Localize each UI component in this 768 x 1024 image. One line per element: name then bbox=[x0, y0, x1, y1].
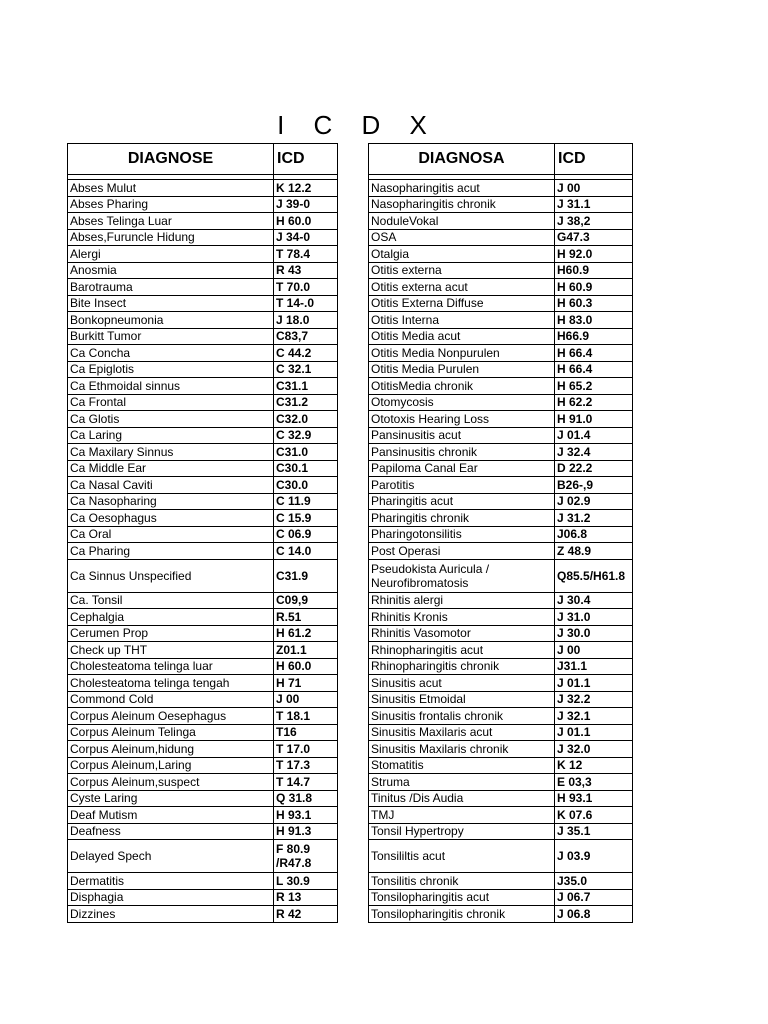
icd-code-cell: H 60.3 bbox=[555, 295, 633, 312]
table-row bbox=[68, 691, 338, 708]
diagnosis-column-header: DIAGNOSA bbox=[369, 144, 555, 175]
diagnosis-cell: Stomatitis bbox=[369, 757, 555, 774]
table-row bbox=[68, 213, 338, 230]
table-row bbox=[369, 543, 633, 560]
table-row bbox=[68, 774, 338, 791]
table-row bbox=[369, 625, 633, 642]
icd-code-cell: J 34-0 bbox=[274, 229, 338, 246]
diagnosis-cell: OSA bbox=[369, 229, 555, 246]
table-row bbox=[369, 757, 633, 774]
diagnosis-cell: Ca Ethmoidal sinnus bbox=[68, 378, 274, 395]
table-row bbox=[369, 345, 633, 362]
table-row bbox=[369, 477, 633, 494]
diagnosis-cell: Burkitt Tumor bbox=[68, 328, 274, 345]
diagnosis-cell: Tinitus /Dis Audia bbox=[369, 790, 555, 807]
diagnosis-cell: Corpus Aleinum,hidung bbox=[68, 741, 274, 758]
table-row bbox=[68, 477, 338, 494]
diagnosis-cell: Tonsilitis chronik bbox=[369, 873, 555, 890]
icd-code-cell: H 92.0 bbox=[555, 246, 633, 263]
icd-code-cell: H60.9 bbox=[555, 262, 633, 279]
diagnosis-cell: Ca Maxilary Sinnus bbox=[68, 444, 274, 461]
diagnosis-cell: Commond Cold bbox=[68, 691, 274, 708]
table-row bbox=[369, 229, 633, 246]
table-row bbox=[68, 312, 338, 329]
icd-code-cell: J 32.4 bbox=[555, 444, 633, 461]
table-row bbox=[369, 262, 633, 279]
icd-column-header: ICD bbox=[555, 144, 633, 175]
icd-code-cell: Q85.5/H61.8 bbox=[555, 559, 633, 592]
icd-table-right bbox=[368, 143, 633, 923]
diagnosis-cell: Ca Concha bbox=[68, 345, 274, 362]
diagnosis-cell: Sinusitis Etmoidal bbox=[369, 691, 555, 708]
diagnosis-cell: Pharingitis chronik bbox=[369, 510, 555, 527]
diagnosis-cell: Pansinusitis acut bbox=[369, 427, 555, 444]
table-row bbox=[369, 295, 633, 312]
icd-code-cell: H 93.1 bbox=[274, 807, 338, 824]
table-row bbox=[369, 691, 633, 708]
icd-code-cell: J 31.2 bbox=[555, 510, 633, 527]
diagnosis-cell: Sinusitis acut bbox=[369, 675, 555, 692]
icd-code-cell: C31.2 bbox=[274, 394, 338, 411]
diagnosis-cell: Otitis externa bbox=[369, 262, 555, 279]
table-row bbox=[369, 774, 633, 791]
diagnosis-cell: Bite Insect bbox=[68, 295, 274, 312]
icd-code-cell: J 30.4 bbox=[555, 592, 633, 609]
icd-code-cell: H 71 bbox=[274, 675, 338, 692]
diagnosis-cell: Barotrauma bbox=[68, 279, 274, 296]
table-row bbox=[68, 889, 338, 906]
table-row bbox=[369, 807, 633, 824]
table-row bbox=[369, 328, 633, 345]
diagnosis-cell: Corpus Aleinum,Laring bbox=[68, 757, 274, 774]
diagnosis-cell: Pseudokista Auricula / Neurofibromatosis bbox=[369, 559, 555, 592]
icd-code-cell: C83,7 bbox=[274, 328, 338, 345]
icd-code-cell: T 14.7 bbox=[274, 774, 338, 791]
table-row bbox=[68, 246, 338, 263]
icd-code-cell: T16 bbox=[274, 724, 338, 741]
table-header-row bbox=[68, 144, 338, 175]
diagnosis-cell: Otitis Interna bbox=[369, 312, 555, 329]
icd-code-cell: C 06.9 bbox=[274, 526, 338, 543]
diagnosis-cell: Tonsililtis acut bbox=[369, 840, 555, 873]
icd-code-cell: H 62.2 bbox=[555, 394, 633, 411]
table-row bbox=[68, 609, 338, 626]
icd-code-cell: H 60.0 bbox=[274, 213, 338, 230]
icd-code-cell: H 60.0 bbox=[274, 658, 338, 675]
table-row bbox=[369, 510, 633, 527]
diagnosis-cell: Disphagia bbox=[68, 889, 274, 906]
icd-code-cell: J 31.0 bbox=[555, 609, 633, 626]
diagnosis-cell: Post Operasi bbox=[369, 543, 555, 560]
table-row bbox=[369, 708, 633, 725]
icd-code-cell: H 61.2 bbox=[274, 625, 338, 642]
diagnosis-cell: Anosmia bbox=[68, 262, 274, 279]
icd-code-cell: C31.1 bbox=[274, 378, 338, 395]
diagnosis-cell: Abses Pharing bbox=[68, 196, 274, 213]
diagnosis-cell: Ca. Tonsil bbox=[68, 592, 274, 609]
diagnosis-cell: Tonsilopharingitis acut bbox=[369, 889, 555, 906]
diagnosis-cell: Check up THT bbox=[68, 642, 274, 659]
table-row bbox=[369, 840, 633, 873]
icd-code-cell: J 30.0 bbox=[555, 625, 633, 642]
table-row bbox=[68, 427, 338, 444]
icd-code-cell: J 01.1 bbox=[555, 724, 633, 741]
icd-code-cell: H 65.2 bbox=[555, 378, 633, 395]
icd-code-cell: H 91.0 bbox=[555, 411, 633, 428]
diagnosis-cell: Otitis Media Purulen bbox=[369, 361, 555, 378]
diagnosis-cell: Tonsil Hypertropy bbox=[369, 823, 555, 840]
table-row bbox=[369, 246, 633, 263]
icd-code-cell: C09,9 bbox=[274, 592, 338, 609]
table-row bbox=[68, 675, 338, 692]
table-row bbox=[68, 840, 338, 873]
table-row bbox=[68, 262, 338, 279]
icd-code-cell: T 78.4 bbox=[274, 246, 338, 263]
icd-code-cell: K 12 bbox=[555, 757, 633, 774]
table-row bbox=[369, 526, 633, 543]
table-row bbox=[369, 411, 633, 428]
table-row bbox=[68, 378, 338, 395]
icd-code-cell: C 14.0 bbox=[274, 543, 338, 560]
table-row bbox=[68, 724, 338, 741]
diagnosis-cell: Pansinusitis chronik bbox=[369, 444, 555, 461]
diagnosis-cell: Alergi bbox=[68, 246, 274, 263]
icd-code-cell: H 91.3 bbox=[274, 823, 338, 840]
icd-code-cell: J 01.4 bbox=[555, 427, 633, 444]
icd-code-cell: C30.0 bbox=[274, 477, 338, 494]
icd-code-cell: J06.8 bbox=[555, 526, 633, 543]
diagnosis-cell: Corpus Aleinum Telinga bbox=[68, 724, 274, 741]
table-row bbox=[369, 642, 633, 659]
icd-column-header: ICD bbox=[274, 144, 338, 175]
diagnosis-cell: Ca Pharing bbox=[68, 543, 274, 560]
table-row bbox=[369, 444, 633, 461]
icd-code-cell: J 32.2 bbox=[555, 691, 633, 708]
icd-code-cell: C31.9 bbox=[274, 559, 338, 592]
icd-code-cell: H 83.0 bbox=[555, 312, 633, 329]
diagnosis-cell: Pharingotonsilitis bbox=[369, 526, 555, 543]
icd-code-cell: B26-,9 bbox=[555, 477, 633, 494]
icd-code-cell: D 22.2 bbox=[555, 460, 633, 477]
diagnosis-cell: Nasopharingitis chronik bbox=[369, 196, 555, 213]
icd-code-cell: C31.0 bbox=[274, 444, 338, 461]
diagnosis-cell: Sinusitis Maxilaris chronik bbox=[369, 741, 555, 758]
table-row bbox=[68, 559, 338, 592]
icd-code-cell: R 43 bbox=[274, 262, 338, 279]
diagnosis-column-header: DIAGNOSE bbox=[68, 144, 274, 175]
table-row bbox=[369, 180, 633, 197]
icd-code-cell: J 32.0 bbox=[555, 741, 633, 758]
diagnosis-cell: Ca Laring bbox=[68, 427, 274, 444]
icd-code-cell: J 35.1 bbox=[555, 823, 633, 840]
icd-code-cell: T 14-.0 bbox=[274, 295, 338, 312]
table-row bbox=[369, 790, 633, 807]
icd-table-left bbox=[67, 143, 338, 923]
table-row bbox=[369, 196, 633, 213]
table-row bbox=[369, 873, 633, 890]
diagnosis-cell: Otitis Media Nonpurulen bbox=[369, 345, 555, 362]
diagnosis-cell: Dermatitis bbox=[68, 873, 274, 890]
diagnosis-cell: Ca Glotis bbox=[68, 411, 274, 428]
icd-code-cell: K 12.2 bbox=[274, 180, 338, 197]
icd-code-cell: H 93.1 bbox=[555, 790, 633, 807]
table-row bbox=[68, 328, 338, 345]
diagnosis-cell: Otitis Externa Diffuse bbox=[369, 295, 555, 312]
diagnosis-cell: Cerumen Prop bbox=[68, 625, 274, 642]
icd-code-cell: G47.3 bbox=[555, 229, 633, 246]
icd-code-cell: K 07.6 bbox=[555, 807, 633, 824]
icd-code-cell: T 17.0 bbox=[274, 741, 338, 758]
table-row bbox=[369, 823, 633, 840]
table-row bbox=[369, 361, 633, 378]
diagnosis-cell: Parotitis bbox=[369, 477, 555, 494]
table-row bbox=[68, 196, 338, 213]
table-row bbox=[68, 592, 338, 609]
table-row bbox=[369, 493, 633, 510]
icd-code-cell: J 06.7 bbox=[555, 889, 633, 906]
icd-code-cell: J 06.8 bbox=[555, 906, 633, 923]
table-row bbox=[68, 526, 338, 543]
table-row bbox=[68, 229, 338, 246]
diagnosis-cell: Rhinopharingitis acut bbox=[369, 642, 555, 659]
diagnosis-cell: Pharingitis acut bbox=[369, 493, 555, 510]
icd-code-cell: T 18.1 bbox=[274, 708, 338, 725]
table-row bbox=[369, 889, 633, 906]
diagnosis-cell: Abses Telinga Luar bbox=[68, 213, 274, 230]
diagnosis-cell: Deaf Mutism bbox=[68, 807, 274, 824]
icd-code-cell: J35.0 bbox=[555, 873, 633, 890]
diagnosis-cell: Papiloma Canal Ear bbox=[369, 460, 555, 477]
icd-code-cell: J 31.1 bbox=[555, 196, 633, 213]
table-row bbox=[68, 642, 338, 659]
diagnosis-cell: NoduleVokal bbox=[369, 213, 555, 230]
icd-code-cell: C 11.9 bbox=[274, 493, 338, 510]
table-row bbox=[369, 312, 633, 329]
table-row bbox=[68, 757, 338, 774]
icd-code-cell: E 03,3 bbox=[555, 774, 633, 791]
table-row bbox=[68, 444, 338, 461]
diagnosis-cell: Corpus Aleinum,suspect bbox=[68, 774, 274, 791]
diagnosis-cell: TMJ bbox=[369, 807, 555, 824]
icd-code-cell: C 32.1 bbox=[274, 361, 338, 378]
icd-code-cell: H 66.4 bbox=[555, 345, 633, 362]
icd-code-cell: J 00 bbox=[274, 691, 338, 708]
icd-code-cell: J31.1 bbox=[555, 658, 633, 675]
icd-code-cell: L 30.9 bbox=[274, 873, 338, 890]
icd-code-cell: Q 31.8 bbox=[274, 790, 338, 807]
icd-code-cell: H 60.9 bbox=[555, 279, 633, 296]
diagnosis-cell: Cyste Laring bbox=[68, 790, 274, 807]
icd-code-cell: J 01.1 bbox=[555, 675, 633, 692]
table-row bbox=[68, 345, 338, 362]
icd-code-cell: C32.0 bbox=[274, 411, 338, 428]
icd-code-cell: R 13 bbox=[274, 889, 338, 906]
table-row bbox=[369, 741, 633, 758]
table-row bbox=[68, 394, 338, 411]
table-row bbox=[68, 741, 338, 758]
icd-code-cell: Z01.1 bbox=[274, 642, 338, 659]
icd-code-cell: T 17.3 bbox=[274, 757, 338, 774]
page-title: I C D X bbox=[277, 110, 433, 140]
table-row bbox=[68, 510, 338, 527]
table-body bbox=[68, 175, 338, 923]
diagnosis-cell: Abses,Furuncle Hidung bbox=[68, 229, 274, 246]
icd-code-cell: F 80.9 /R47.8 bbox=[274, 840, 338, 873]
table-row bbox=[68, 460, 338, 477]
table-row bbox=[68, 790, 338, 807]
icd-code-cell: J 00 bbox=[555, 180, 633, 197]
icd-code-cell: J 00 bbox=[555, 642, 633, 659]
diagnosis-cell: Rhinitis alergi bbox=[369, 592, 555, 609]
table-header-row bbox=[369, 144, 633, 175]
table-row bbox=[369, 658, 633, 675]
icd-code-cell: T 70.0 bbox=[274, 279, 338, 296]
table-row bbox=[369, 609, 633, 626]
table-row bbox=[369, 724, 633, 741]
table-row bbox=[369, 213, 633, 230]
diagnosis-cell: Tonsilopharingitis chronik bbox=[369, 906, 555, 923]
table-row bbox=[68, 411, 338, 428]
table-row bbox=[369, 906, 633, 923]
diagnosis-cell: Abses Mulut bbox=[68, 180, 274, 197]
icd-code-cell: J 02.9 bbox=[555, 493, 633, 510]
diagnosis-cell: Struma bbox=[369, 774, 555, 791]
diagnosis-cell: Ca Nasal Caviti bbox=[68, 477, 274, 494]
diagnosis-cell: Otalgia bbox=[369, 246, 555, 263]
table-row bbox=[68, 873, 338, 890]
diagnosis-cell: Cholesteatoma telinga tengah bbox=[68, 675, 274, 692]
diagnosis-cell: Nasopharingitis acut bbox=[369, 180, 555, 197]
diagnosis-cell: Rhinitis Vasomotor bbox=[369, 625, 555, 642]
icd-code-cell: J 03.9 bbox=[555, 840, 633, 873]
table-row bbox=[68, 807, 338, 824]
diagnosis-cell: Ca Nasopharing bbox=[68, 493, 274, 510]
diagnosis-cell: Ca Middle Ear bbox=[68, 460, 274, 477]
diagnosis-cell: Rhinopharingitis chronik bbox=[369, 658, 555, 675]
diagnosis-cell: Delayed Spech bbox=[68, 840, 274, 873]
table-row bbox=[68, 708, 338, 725]
diagnosis-cell: Bonkopneumonia bbox=[68, 312, 274, 329]
diagnosis-cell: Otitis Media acut bbox=[369, 328, 555, 345]
table-row bbox=[68, 180, 338, 197]
diagnosis-cell: Dizzines bbox=[68, 906, 274, 923]
table-row bbox=[68, 295, 338, 312]
table-row bbox=[68, 906, 338, 923]
table-row bbox=[369, 460, 633, 477]
icd-code-cell: C30.1 bbox=[274, 460, 338, 477]
icd-code-cell: C 32.9 bbox=[274, 427, 338, 444]
table-row bbox=[369, 279, 633, 296]
table-row bbox=[369, 675, 633, 692]
diagnosis-cell: Ca Oral bbox=[68, 526, 274, 543]
table-row bbox=[369, 394, 633, 411]
icd-code-cell: R.51 bbox=[274, 609, 338, 626]
diagnosis-cell: Otomycosis bbox=[369, 394, 555, 411]
icd-code-cell: J 32.1 bbox=[555, 708, 633, 725]
icd-code-cell: J 39-0 bbox=[274, 196, 338, 213]
icd-code-cell: J 38,2 bbox=[555, 213, 633, 230]
diagnosis-cell: Sinusitis frontalis chronik bbox=[369, 708, 555, 725]
diagnosis-cell: Rhinitis Kronis bbox=[369, 609, 555, 626]
diagnosis-cell: Cholesteatoma telinga luar bbox=[68, 658, 274, 675]
table-row bbox=[68, 823, 338, 840]
table-row bbox=[68, 543, 338, 560]
diagnosis-cell: Corpus Aleinum Oesephagus bbox=[68, 708, 274, 725]
table-row bbox=[68, 658, 338, 675]
diagnosis-cell: Ototoxis Hearing Loss bbox=[369, 411, 555, 428]
diagnosis-cell: Cephalgia bbox=[68, 609, 274, 626]
diagnosis-cell: Otitis externa acut bbox=[369, 279, 555, 296]
table-row bbox=[68, 493, 338, 510]
icd-code-cell: R 42 bbox=[274, 906, 338, 923]
icd-code-cell: C 15.9 bbox=[274, 510, 338, 527]
table-row bbox=[369, 378, 633, 395]
table-row bbox=[369, 427, 633, 444]
icd-code-cell: H66.9 bbox=[555, 328, 633, 345]
table-row bbox=[369, 592, 633, 609]
diagnosis-cell: OtitisMedia chronik bbox=[369, 378, 555, 395]
diagnosis-cell: Ca Sinnus Unspecified bbox=[68, 559, 274, 592]
diagnosis-cell: Sinusitis Maxilaris acut bbox=[369, 724, 555, 741]
icd-code-cell: Z 48.9 bbox=[555, 543, 633, 560]
icd-code-cell: J 18.0 bbox=[274, 312, 338, 329]
table-body bbox=[369, 175, 633, 923]
diagnosis-cell: Ca Frontal bbox=[68, 394, 274, 411]
diagnosis-cell: Deafness bbox=[68, 823, 274, 840]
table-row bbox=[68, 625, 338, 642]
diagnosis-cell: Ca Epiglotis bbox=[68, 361, 274, 378]
table-row bbox=[68, 361, 338, 378]
icd-code-cell: H 66.4 bbox=[555, 361, 633, 378]
diagnosis-cell: Ca Oesophagus bbox=[68, 510, 274, 527]
table-row bbox=[369, 559, 633, 592]
table-row bbox=[68, 279, 338, 296]
icd-code-cell: C 44.2 bbox=[274, 345, 338, 362]
